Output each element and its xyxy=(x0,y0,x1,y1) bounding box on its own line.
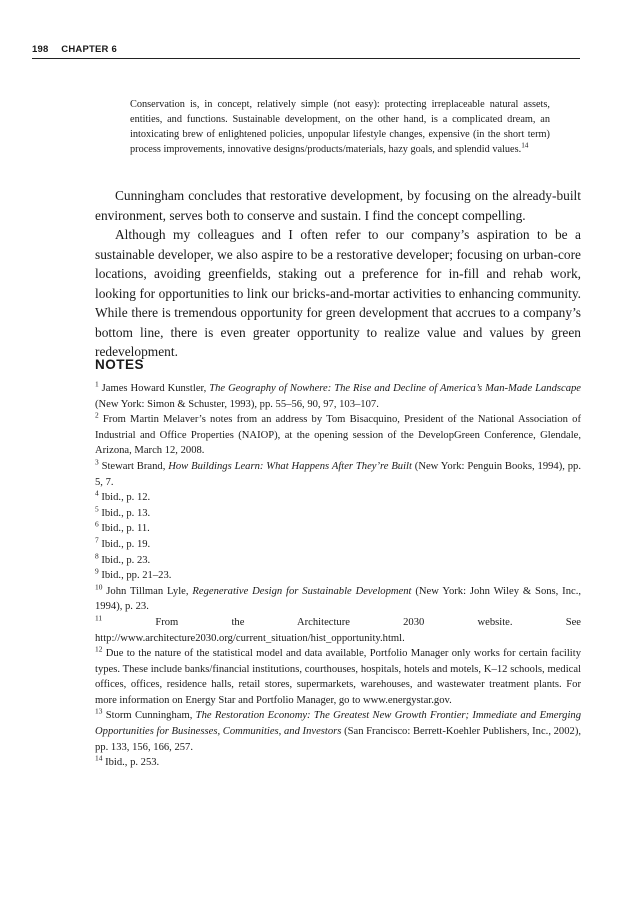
note-text: Ibid., p. 19. xyxy=(101,538,151,550)
notes-list xyxy=(95,381,581,771)
note-number: 3 xyxy=(95,457,99,467)
page-number: 198 xyxy=(32,44,49,55)
note-number: 13 xyxy=(95,706,103,716)
note-item xyxy=(95,490,581,506)
note-item xyxy=(95,708,581,755)
note-number: 2 xyxy=(95,410,99,420)
body-text xyxy=(95,186,581,362)
note-number: 4 xyxy=(95,488,99,498)
note-item xyxy=(95,584,581,615)
note-text: (San Francisco: Berrett-Koehler Publishers, Inc., 2002), pp. 133, 156, 166, 257. xyxy=(95,726,581,753)
note-item xyxy=(95,506,581,522)
note-item xyxy=(95,537,581,553)
note-number: 10 xyxy=(95,582,103,592)
note-text: Stewart Brand, xyxy=(101,460,169,472)
note-text: Ibid., p. 23. xyxy=(101,554,151,566)
note-number: 1 xyxy=(95,379,99,389)
note-text: (New York: Penguin Books, 1994), pp. 5, 7. xyxy=(95,460,581,488)
note-number: 7 xyxy=(95,535,99,545)
note-item xyxy=(95,521,581,537)
note-text: John Tillman Lyle, xyxy=(106,585,193,597)
note-item xyxy=(95,615,581,646)
note-title: The Geography of Nowhere: The Rise and Decline of America’s Man-Made Landscape xyxy=(209,383,581,394)
note-text-with-url: From the Architecture 2030 website. See http://www.architecture2030.org/current_situation/hist_opportunity.html. xyxy=(95,616,581,644)
note-title: The Restoration Economy: The Greatest New Growth Frontier; Immediate and Emerging Opportunities for Businesses, Communities, and Investors xyxy=(95,710,582,738)
note-number: 5 xyxy=(95,504,99,514)
note-number: 14 xyxy=(95,753,103,763)
note-item xyxy=(95,459,581,490)
epigraph-quote xyxy=(130,97,550,157)
note-text: Ibid., p. 13. xyxy=(101,507,151,519)
note-text: Ibid., p. 11. xyxy=(101,523,150,535)
note-number: 6 xyxy=(95,519,99,529)
body-paragraph: Cunningham concludes that restorative development, by focusing on the already-built environment, serves both to conserve and sustain. I find the concept compelling. xyxy=(95,188,581,223)
chapter-label: CHAPTER 6 xyxy=(61,44,117,55)
note-item xyxy=(95,646,581,708)
note-text: James Howard Kunstler, xyxy=(101,383,210,394)
note-text: Storm Cunningham, xyxy=(105,710,196,722)
note-item xyxy=(95,755,581,771)
note-text: From Martin Melaver’s notes from an address by Tom Bisacquino, President of the National Association of Industrial and Office Properties (NAIOP), at the opening session of the DevelopGreen Conference, Glendale, Arizona, March 12, 2008. xyxy=(95,414,581,457)
note-text: Ibid., p. 12. xyxy=(101,492,151,504)
note-number: 9 xyxy=(95,566,99,576)
body-paragraph: Although my colleagues and I often refer to our company’s aspiration to be a sustainable developer, we also aspire to be a restorative developer; focusing on urban-core locations, avoiding greenfields, staking out a preference for in-fill and rehab work, looking for opportunities to link our bricks-and-mortar activities to enhancing community. While there is tremendous opportunity for green development that accrues to a company’s bottom line, there is even greater opportunity to realize value and values by green redevelopment. xyxy=(95,227,581,359)
notes-heading: NOTES xyxy=(95,357,145,372)
note-number: 12 xyxy=(95,644,103,654)
note-text: Ibid., pp. 21–23. xyxy=(101,570,172,582)
note-text: Ibid., p. 253. xyxy=(105,757,160,769)
note-number: 11 xyxy=(95,613,103,623)
note-title: How Buildings Learn: What Happens After They’re Built xyxy=(168,460,412,472)
note-text: Due to the nature of the statistical model and data available, Portfolio Manager only works for certain facility types. These include banks/financial institutions, courthouses, hospitals, hotels and motels, K–12 schools, medical offices, offices, residence halls, retail stores, supermarkets, warehouses, and wastewater treatment plants. For more information on Energy Star and Portfolio Manager, go to www.energystar.gov. xyxy=(95,648,581,706)
running-head xyxy=(32,44,580,59)
epigraph-text: Conservation is, in concept, relatively simple (not easy): protecting irreplaceable natural assets, entities, and functions. Sustainable development, on the other hand, is a complicated dream, an intoxicating brew of enlightened policies, unpopular lifestyle changes, expensive (in the short term) process improvements, innovative designs/products/materials, hazy goals, and splendid values. xyxy=(130,99,550,155)
epigraph-note-ref: 14 xyxy=(521,141,529,150)
note-item xyxy=(95,381,581,412)
note-title: Regenerative Design for Sustainable Development xyxy=(192,585,412,597)
note-item xyxy=(95,568,581,584)
note-number: 8 xyxy=(95,551,99,560)
note-item xyxy=(95,412,581,459)
note-item xyxy=(95,553,581,569)
note-text: (New York: John Wiley & Sons, Inc., 1994), p. 23. xyxy=(95,585,582,613)
note-text: (New York: Simon & Schuster, 1993), pp. 55–56, 90, 97, 103–107. xyxy=(95,398,379,410)
